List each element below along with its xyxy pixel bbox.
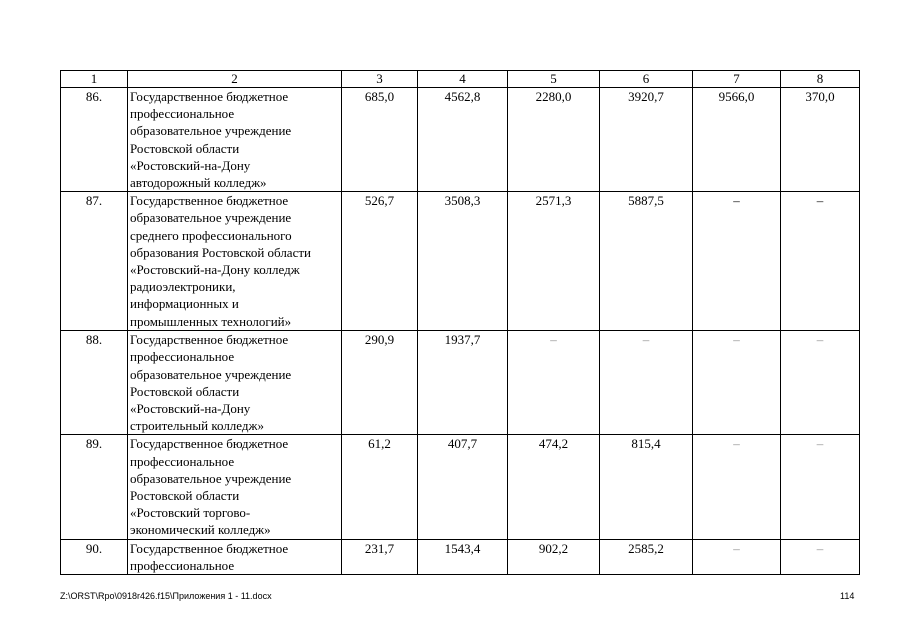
value-cell: 1937,7: [418, 331, 508, 435]
data-table: [60, 70, 860, 575]
name-line: «Ростовский-на-Дону: [130, 401, 251, 417]
column-header: 5: [508, 71, 600, 88]
table-row: [61, 192, 860, 331]
institution-name: [128, 192, 342, 331]
name-line: Государственное бюджетное: [130, 332, 289, 348]
value-cell: –: [693, 192, 781, 331]
name-line: «Ростовский торгово-: [130, 505, 251, 521]
name-line: профессиональное: [130, 453, 235, 469]
value-cell: 2571,3: [508, 192, 600, 331]
value-cell: 9566,0: [693, 88, 781, 192]
value-cell: 4562,8: [418, 88, 508, 192]
table-row: [61, 539, 860, 574]
value-cell: 902,2: [508, 539, 600, 574]
table-row: [61, 331, 860, 435]
column-header: 1: [61, 71, 128, 88]
column-header: 6: [600, 71, 693, 88]
name-line: образовательное учреждение: [130, 470, 292, 486]
value-cell: [600, 331, 693, 435]
dash-mark: –: [733, 332, 740, 348]
column-header: 2: [128, 71, 342, 88]
name-line: строительный колледж»: [130, 418, 264, 434]
name-line: «Ростовский-на-Дону колледж: [130, 262, 300, 278]
name-line: «Ростовский-на-Дону: [130, 157, 251, 173]
dash-mark: –: [733, 540, 740, 556]
dash-mark: –: [733, 436, 740, 452]
dash-mark: –: [816, 332, 824, 348]
value-cell: 526,7: [342, 192, 418, 331]
value-cell: 407,7: [418, 435, 508, 539]
name-line: образовательное учреждение: [130, 123, 292, 139]
row-number: 89.: [61, 435, 128, 539]
value-cell: 2585,2: [600, 539, 693, 574]
column-header: 4: [418, 71, 508, 88]
row-number: 86.: [61, 88, 128, 192]
institution-name: [128, 539, 342, 574]
value-cell: [693, 331, 781, 435]
value-cell: 815,4: [600, 435, 693, 539]
value-cell: 2280,0: [508, 88, 600, 192]
footer-page-number: 114: [840, 591, 855, 601]
institution-name: [128, 88, 342, 192]
footer-file-path: Z:\ORST\Rpo\0918r426.f15\Приложения 1 - 11.docx: [60, 591, 272, 601]
name-line: профессиональное: [130, 557, 235, 573]
name-line: Государственное бюджетное: [130, 193, 289, 209]
name-line: Ростовской области: [130, 140, 240, 156]
dash-mark: –: [816, 540, 824, 556]
value-cell: 474,2: [508, 435, 600, 539]
value-cell: [781, 331, 860, 435]
institution-name: [128, 331, 342, 435]
value-cell: 3508,3: [418, 192, 508, 331]
column-header: 3: [342, 71, 418, 88]
value-cell: 370,0: [781, 88, 860, 192]
name-line: автодорожный колледж»: [130, 175, 267, 191]
value-cell: 1543,4: [418, 539, 508, 574]
value-cell: [781, 435, 860, 539]
name-line: образовательное учреждение: [130, 366, 292, 382]
name-line: среднего профессионального: [130, 227, 292, 243]
value-cell: 61,2: [342, 435, 418, 539]
name-line: Государственное бюджетное: [130, 436, 289, 452]
value-cell: 231,7: [342, 539, 418, 574]
name-line: Ростовской области: [130, 383, 240, 399]
value-cell: [693, 435, 781, 539]
value-cell: –: [781, 192, 860, 331]
name-line: образования Ростовской области: [130, 244, 311, 260]
dash-mark: –: [816, 436, 824, 452]
name-line: Ростовской области: [130, 488, 240, 504]
value-cell: [508, 331, 600, 435]
name-line: профессиональное: [130, 106, 235, 122]
value-cell: 5887,5: [600, 192, 693, 331]
value-cell: [693, 539, 781, 574]
dash-mark: –: [550, 332, 557, 348]
value-cell: 685,0: [342, 88, 418, 192]
name-line: Государственное бюджетное: [130, 540, 289, 556]
table-row: [61, 88, 860, 192]
name-line: радиоэлектроники,: [130, 279, 236, 295]
institution-name: [128, 435, 342, 539]
name-line: промышленных технологий»: [130, 313, 292, 329]
value-cell: 3920,7: [600, 88, 693, 192]
table-row: [61, 435, 860, 539]
name-line: информационных и: [130, 296, 239, 312]
header-row: [61, 71, 860, 88]
name-line: образовательное учреждение: [130, 210, 292, 226]
row-number: 87.: [61, 192, 128, 331]
row-number: 88.: [61, 331, 128, 435]
name-line: экономический колледж»: [130, 522, 271, 538]
column-header: 7: [693, 71, 781, 88]
column-header: 8: [781, 71, 860, 88]
row-number: 90.: [61, 539, 128, 574]
name-line: Государственное бюджетное: [130, 89, 289, 104]
name-line: профессиональное: [130, 349, 235, 365]
value-cell: [781, 539, 860, 574]
value-cell: 290,9: [342, 331, 418, 435]
dash-mark: –: [642, 332, 650, 348]
